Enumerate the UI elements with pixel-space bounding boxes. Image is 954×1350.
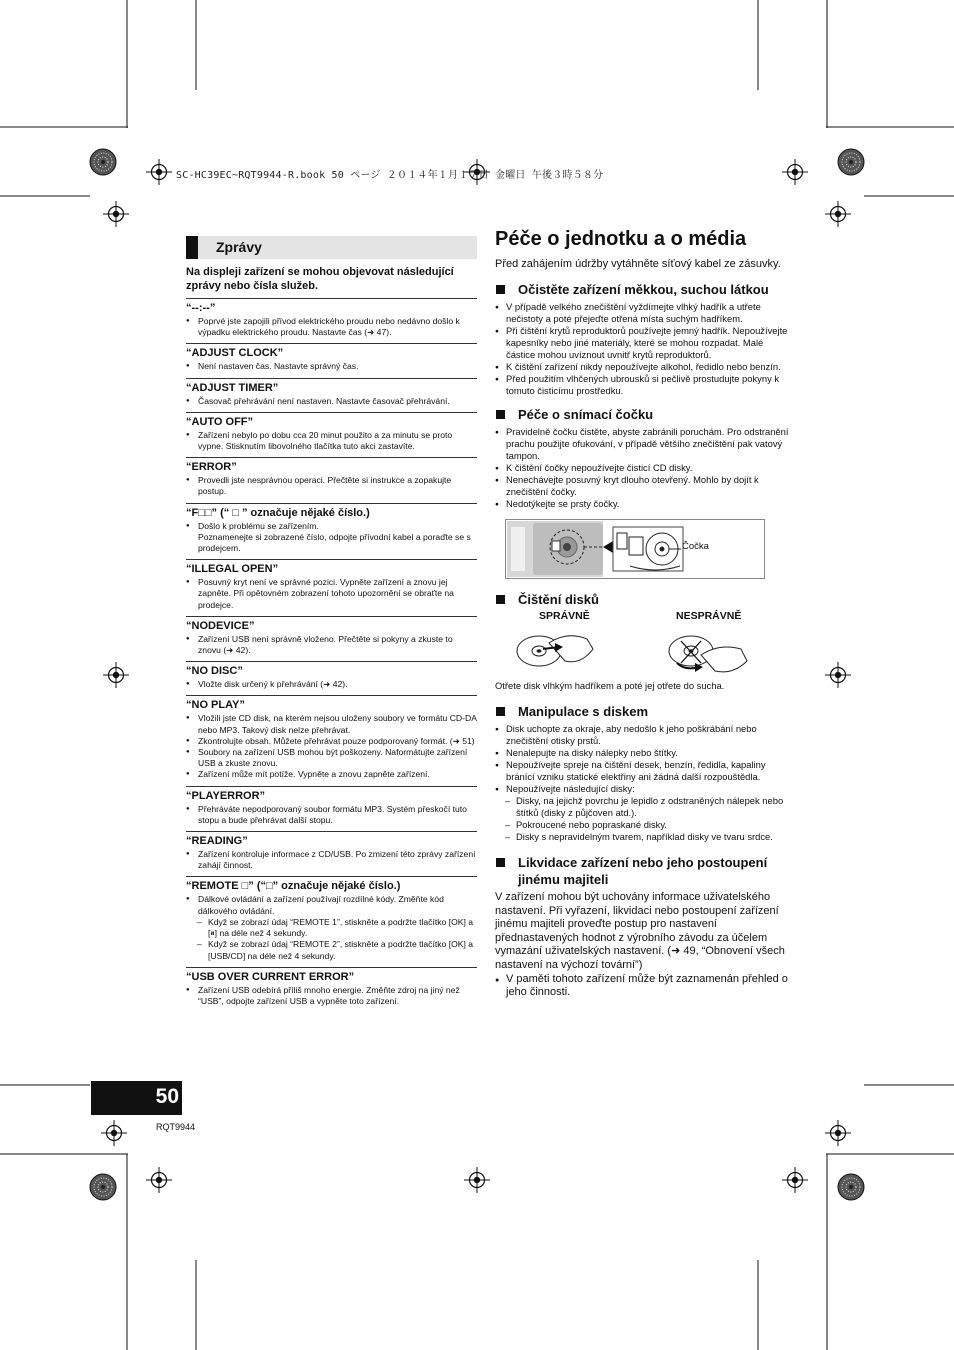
list-item: ● K čištění zařízení nikdy nepoužívejte alkohol, ředidlo nebo benzín. bbox=[495, 361, 790, 373]
page-title: Péče o jednotku a o média bbox=[495, 228, 747, 250]
message-detail: ● Zařízení nebylo po dobu cca 20 minut použito a za minutu se proto vypne. Stisknutím libovolného tlačítka tuto akci zastavíte. bbox=[186, 430, 477, 452]
page-number-box bbox=[91, 1081, 182, 1115]
lens-illustration bbox=[505, 519, 765, 579]
message-entry bbox=[186, 378, 477, 412]
section-clean-unit-title: Očistěte zařízení měkkou, suchou látkou bbox=[495, 281, 790, 298]
message-entry bbox=[186, 831, 477, 876]
message-detail: – Když se zobrazí údaj “REMOTE 1”, stiskněte a podržte tlačítko [OK] a [⏸] na déle než 4 sekundy. bbox=[186, 917, 477, 939]
list-item: ● Nenechávejte posuvný kryt dlouho otevřený. Mohlo by dojít k znečištění čočky. bbox=[495, 474, 790, 498]
message-detail: Poznamenejte si zobrazené číslo, odpojte přívodní kabel a poraďte se s prodejcem. bbox=[198, 531, 471, 554]
message-details bbox=[186, 316, 477, 338]
message-code: “PLAYERROR” bbox=[186, 789, 266, 802]
message-code: “ERROR” bbox=[186, 461, 237, 474]
message-detail: ● Není nastaven čas. Nastavte správný čas. bbox=[186, 361, 477, 372]
message-entry bbox=[186, 967, 477, 1012]
message-detail: ● Zařízení USB není správně vloženo. Přečtěte si pokyny a zkuste to znovu (➜ 42). bbox=[186, 634, 477, 656]
section-header-zpravy bbox=[186, 236, 477, 259]
list-item: ● Nenalepujte na disky nálepky nebo štítky. bbox=[495, 747, 790, 759]
correct-label: SPRÁVNĚ bbox=[539, 610, 590, 622]
list-item: ● Nepoužívejte následující disky: bbox=[495, 783, 790, 795]
message-detail: ● Provedli jste nesprávnou operaci. Přečtěte si instrukce a zopakujte postup. bbox=[186, 475, 477, 497]
disposal-paragraph: V zařízení mohou být uchovány informace uživatelského nastavení. Při vyřazení, likvidaci nebo postoupení zařízení jinému majiteli proveďte postup pro nastavení přednastavených hodnot z výrobního závodu za účelem vymazání uživatelských nastavení. (➜ 49, “Obnovení všech nastavení na výchozí tovární”) bbox=[495, 891, 785, 971]
message-code: “AUTO OFF” bbox=[186, 415, 254, 428]
list-item: ● Před použitím vlhčených ubrousků si pečlivě prostudujte pokyny k tomuto čisticímu prostředku. bbox=[495, 373, 790, 397]
message-details bbox=[186, 577, 477, 611]
message-entry bbox=[186, 695, 477, 785]
message-code: “--:--” bbox=[186, 302, 216, 314]
list-item: ● Pravidelně čočku čistěte, abyste zabránili poruchám. Pro odstranění prachu použijte ofukování, v případě většího znečištění pak vatový tampon. bbox=[495, 426, 790, 462]
message-code: “ILLEGAL OPEN” bbox=[186, 563, 279, 576]
message-detail: ● Přehráváte nepodporovaný soubor formátu MP3. Systém přeskočí tuto stopu a bude přehrávat další stopu. bbox=[186, 804, 477, 826]
message-code: “NO DISC” bbox=[186, 665, 243, 678]
message-entry bbox=[186, 343, 477, 377]
message-detail: ● Zařízení může mít potíže. Vypněte a znovu zapněte zařízení. bbox=[186, 769, 477, 780]
message-code: “REMOTE □” (“□” označuje nějaké číslo.) bbox=[186, 880, 401, 893]
list-item: ● Při čištění krytů reproduktorů používejte jemný hadřík. Nepoužívejte kapesníky nebo jiné materiály, které se mohou rozpadat. Malé částice mohou uvíznout uvnitř krytů reproduktorů. bbox=[495, 325, 790, 361]
message-code: “NODEVICE” bbox=[186, 619, 255, 632]
message-code: “NO PLAY” bbox=[186, 699, 245, 712]
message-detail: ● Zařízení USB odebírá příliš mnoho energie. Změňte zdroj na jiný než “USB”, odpojte zařízení USB a vypněte toto zařízení. bbox=[186, 985, 477, 1007]
print-header-line: SC-HC39EC~RQT9944-R.book 50 ページ ２０１４年１月１７日 金曜日 午後３時５８分 bbox=[176, 170, 604, 181]
message-details bbox=[186, 475, 477, 497]
message-entry bbox=[186, 786, 477, 831]
message-details bbox=[186, 430, 477, 452]
message-detail: ● Dálkové ovládání a zařízení používají rozdílné kódy. Změňte kód dálkového ovládání. bbox=[186, 894, 477, 916]
list-item: ● Nedotýkejte se prsty čočky. bbox=[495, 498, 790, 510]
message-details bbox=[186, 679, 477, 690]
message-details bbox=[186, 849, 477, 871]
messages-column bbox=[186, 236, 477, 1012]
message-detail: ● Došlo k problému se zařízením. bbox=[186, 521, 477, 532]
message-detail: ● Vložte disk určený k přehrávání (➜ 42). bbox=[186, 679, 477, 690]
clean-unit-list bbox=[495, 301, 790, 397]
message-details bbox=[186, 804, 477, 826]
wrong-label: NESPRÁVNĚ bbox=[676, 610, 742, 622]
message-entry bbox=[186, 457, 477, 502]
section-disposal-title: Likvidace zařízení nebo jeho postoupení jinému majiteli bbox=[495, 854, 790, 888]
message-entry bbox=[186, 412, 477, 457]
disc-handling-list bbox=[495, 723, 790, 843]
section-title: Zprávy bbox=[216, 239, 262, 255]
list-item: – Disky s nepravidelným tvarem, například disky ve tvaru srdce. bbox=[495, 831, 790, 843]
list-item: ● Nepoužívejte spreje na čištění desek, benzín, ředidla, kapaliny bránící vzniku statické elektřiny ani žádná další rozpouštědla. bbox=[495, 759, 790, 783]
message-code: “ADJUST TIMER” bbox=[186, 381, 279, 394]
message-code: “F□□” (“ □ ” označuje nějaké číslo.) bbox=[186, 506, 370, 519]
message-list bbox=[186, 298, 477, 1012]
message-detail: ● Časovač přehrávání není nastaven. Nastavte časovač přehrávání. bbox=[186, 396, 477, 407]
message-code: “USB OVER CURRENT ERROR” bbox=[186, 970, 355, 983]
message-entry bbox=[186, 616, 477, 661]
message-detail: ● Zkontrolujte obsah. Můžete přehrávat pouze podporovaný formát. (➜ 51) bbox=[186, 736, 477, 747]
list-item: ● K čištění čočky nepoužívejte čisticí CD disky. bbox=[495, 462, 790, 474]
lens-label: Čočka bbox=[682, 541, 709, 552]
message-details bbox=[186, 361, 477, 372]
care-intro: Před zahájením údržby vytáhněte síťový kabel ze zásuvky. bbox=[495, 258, 781, 270]
message-code: “ADJUST CLOCK” bbox=[186, 347, 284, 360]
page-number: 50 bbox=[155, 1085, 179, 1108]
message-entry bbox=[186, 661, 477, 695]
section-disc-cleaning-title: Čištění disků bbox=[495, 591, 790, 608]
section-marker bbox=[186, 236, 198, 259]
message-details bbox=[186, 713, 477, 780]
section-disc-handling-title: Manipulace s diskem bbox=[495, 703, 790, 720]
message-entry bbox=[186, 559, 477, 616]
list-item: – Disky, na jejichž povrchu je lepidlo z odstraněných nálepek nebo štítků (disky z půjčoven atd.). bbox=[495, 795, 790, 819]
disposal-bullet: ● V paměti tohoto zařízení může být zaznamenán přehled o jeho činnosti. bbox=[495, 973, 790, 1000]
care-column bbox=[495, 226, 790, 1000]
disc-cleaning-caption: Otřete disk vlhkým hadříkem a poté jej otřete do sucha. bbox=[495, 680, 725, 691]
message-entry bbox=[186, 298, 477, 343]
message-detail: ● Soubory na zařízení USB mohou být poškozeny. Naformátujte zařízení USB a zkuste znovu. bbox=[186, 747, 477, 769]
device-lens-drawing bbox=[505, 519, 765, 579]
section-lens-title: Péče o snímací čočku bbox=[495, 406, 790, 423]
disc-wipe-drawing bbox=[495, 625, 785, 677]
message-details bbox=[186, 985, 477, 1007]
message-entry bbox=[186, 503, 477, 560]
disc-cleaning-illustration bbox=[495, 611, 785, 677]
message-detail: – Když se zobrazí údaj “REMOTE 2”, stiskněte a podržte tlačítko [OK] a [USB/CD] na déle než 4 sekundy. bbox=[186, 939, 477, 961]
message-details bbox=[186, 634, 477, 656]
message-entry bbox=[186, 876, 477, 966]
doc-code: RQT9944 bbox=[156, 1122, 196, 1132]
message-details bbox=[186, 894, 477, 961]
message-detail: ● Zařízení kontroluje informace z CD/USB. Po zmizení této zprávy zařízení zahájí činnost. bbox=[186, 849, 477, 871]
list-item: – Pokroucené nebo popraskané disky. bbox=[495, 819, 790, 831]
message-detail: ● Poprvé jste zapojili přívod elektrického proudu nebo nedávno došlo k výpadku elektrického proudu. Nastavte čas (➜ 47). bbox=[186, 316, 477, 338]
message-details bbox=[186, 396, 477, 407]
messages-intro: Na displeji zařízení se mohou objevovat následující zprávy nebo čísla služeb. bbox=[186, 266, 454, 292]
message-detail: ● Vložili jste CD disk, na kterém nejsou uloženy soubory ve formátu CD-DA nebo MP3. Takový disk nelze přehrávat. bbox=[186, 713, 477, 735]
list-item: ● V případě velkého znečištění vyždímejte vlhký hadřík a utřete nečistoty a poté přejeďte otřená místa suchým hadříkem. bbox=[495, 301, 790, 325]
message-details bbox=[186, 521, 477, 555]
lens-care-list bbox=[495, 426, 790, 510]
message-detail: ● Posuvný kryt není ve správné pozici. Vypněte zařízení a znovu jej zapněte. Při opětovném zobrazení tohoto upozornění se obraťte na prodejce. bbox=[186, 577, 477, 611]
list-item: ● Disk uchopte za okraje, aby nedošlo k jeho poškrábání nebo znečištění otisky prstů. bbox=[495, 723, 790, 747]
message-code: “READING” bbox=[186, 835, 248, 848]
